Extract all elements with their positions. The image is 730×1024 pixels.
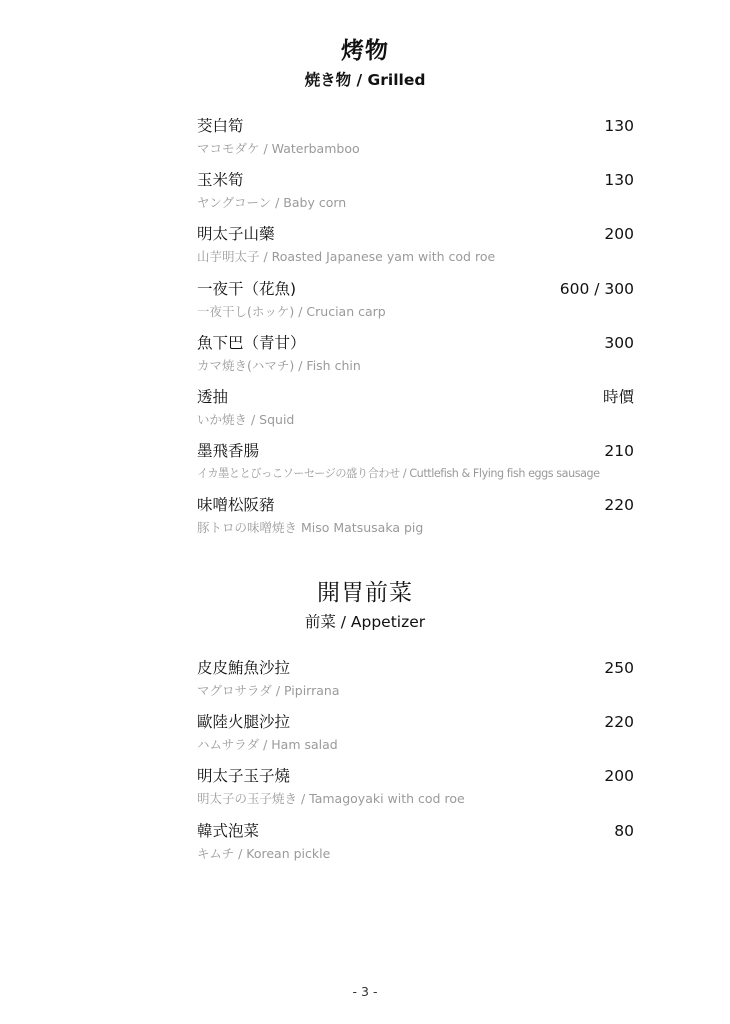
item-description: いか焼き / Squid <box>197 411 295 427</box>
item-name: 韓式泡菜 <box>197 821 260 840</box>
menu-item <box>197 332 634 386</box>
grilled-section <box>0 36 730 536</box>
menu-item <box>197 223 634 277</box>
item-price: 130 <box>604 117 634 135</box>
item-name: 玉米筍 <box>197 171 244 190</box>
menu-item <box>197 115 634 169</box>
menu-list <box>197 115 634 549</box>
appetizer-section <box>0 578 730 861</box>
item-price: 300 <box>604 333 634 352</box>
item-description: マコモダケ / Waterbamboo <box>197 141 360 156</box>
item-price: 600 / 300 <box>559 279 634 298</box>
menu-item <box>197 386 634 440</box>
section-subtitle: 焼き物 / Grilled <box>304 71 426 89</box>
item-name: 墨飛香腸 <box>197 442 260 461</box>
menu-item <box>197 494 634 548</box>
item-price: 250 <box>604 659 634 677</box>
item-name: 皮皮鮪魚沙拉 <box>197 659 291 677</box>
item-name: 明太子玉子燒 <box>197 767 291 786</box>
item-description: ヤングコーン / Baby corn <box>197 195 347 211</box>
item-description: ハムサラダ / Ham salad <box>197 737 338 753</box>
section-subtitle: 前菜 / Appetizer <box>304 613 426 631</box>
item-name: 茭白筍 <box>197 117 244 135</box>
item-price: 220 <box>604 713 634 732</box>
item-price: 220 <box>604 496 634 515</box>
menu-list <box>197 657 634 874</box>
item-description: キムチ / Korean pickle <box>197 845 331 861</box>
item-price: 130 <box>604 171 634 190</box>
menu-item <box>197 169 634 223</box>
item-price: 200 <box>604 767 634 786</box>
menu-item <box>197 711 634 765</box>
item-name: 味噌松阪豬 <box>197 496 275 515</box>
item-price: 200 <box>604 225 634 244</box>
item-description: イカ墨ととびっこソーセージの盛り合わせ / Cuttlefish & Flying fish eggs sausage <box>197 467 600 481</box>
page-number: - 3 - <box>352 984 378 999</box>
item-name: 歐陸火腿沙拉 <box>197 713 291 732</box>
menu-item <box>197 278 634 332</box>
item-name: 一夜干（花魚) <box>197 279 297 298</box>
section-title: 開胃前菜 <box>317 580 413 606</box>
menu-item <box>197 440 634 494</box>
section-title: 烤物 <box>341 38 389 64</box>
item-name: 魚下巴（青甘） <box>197 333 306 352</box>
item-description: 一夜干し(ホッケ) / Crucian carp <box>197 303 386 319</box>
menu-item <box>197 765 634 819</box>
item-price: 80 <box>614 821 634 840</box>
item-description: マグロサラダ / Pipirrana <box>197 683 340 698</box>
item-description: カマ焼き(ハマチ) / Fish chin <box>197 357 361 373</box>
item-description: 山芋明太子 / Roasted Japanese yam with cod roe <box>197 249 496 265</box>
item-description: 明太子の玉子焼き / Tamagoyaki with cod roe <box>197 791 465 807</box>
item-price: 時價 <box>602 387 634 406</box>
item-name: 明太子山藥 <box>197 225 275 244</box>
item-name: 透抽 <box>197 387 229 406</box>
menu-item <box>197 820 634 874</box>
menu-item <box>197 657 634 711</box>
item-description: 豚トロの味噌焼き Miso Matsusaka pig <box>197 520 424 536</box>
item-price: 210 <box>604 442 634 461</box>
